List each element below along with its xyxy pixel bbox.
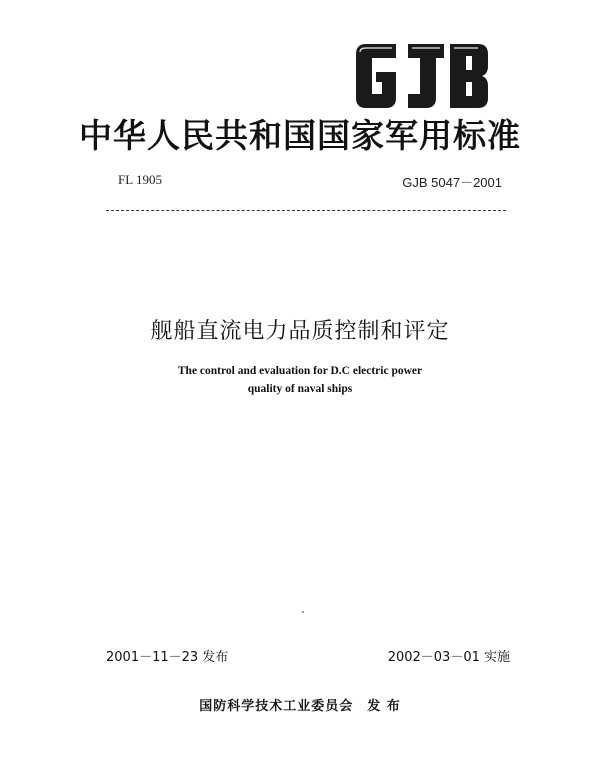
gjb-logo-mark: [352, 40, 492, 112]
country-standard-title: 中华人民共和国国家军用标准: [79, 116, 521, 155]
header-divider: [106, 210, 506, 211]
issue-date: 2001－11－23 发布: [106, 650, 229, 665]
effective-date: 2002－03－01 实施: [387, 650, 510, 665]
document-title-chinese: 舰船直流电力品质控制和评定: [150, 319, 450, 344]
gjb-logo: [352, 40, 492, 112]
scan-dot: [302, 611, 304, 613]
document-title-english: [0, 362, 600, 398]
english-title-line-1: The control and evaluation for D.C electric power: [177, 365, 423, 377]
classification-code: FL 1905: [118, 172, 162, 187]
english-title-line-2: quality of naval ships: [247, 383, 353, 395]
issuing-authority: 国防科学技术工业委员会 发 布: [199, 699, 401, 714]
standard-number: GJB 5047－2001: [402, 175, 502, 190]
